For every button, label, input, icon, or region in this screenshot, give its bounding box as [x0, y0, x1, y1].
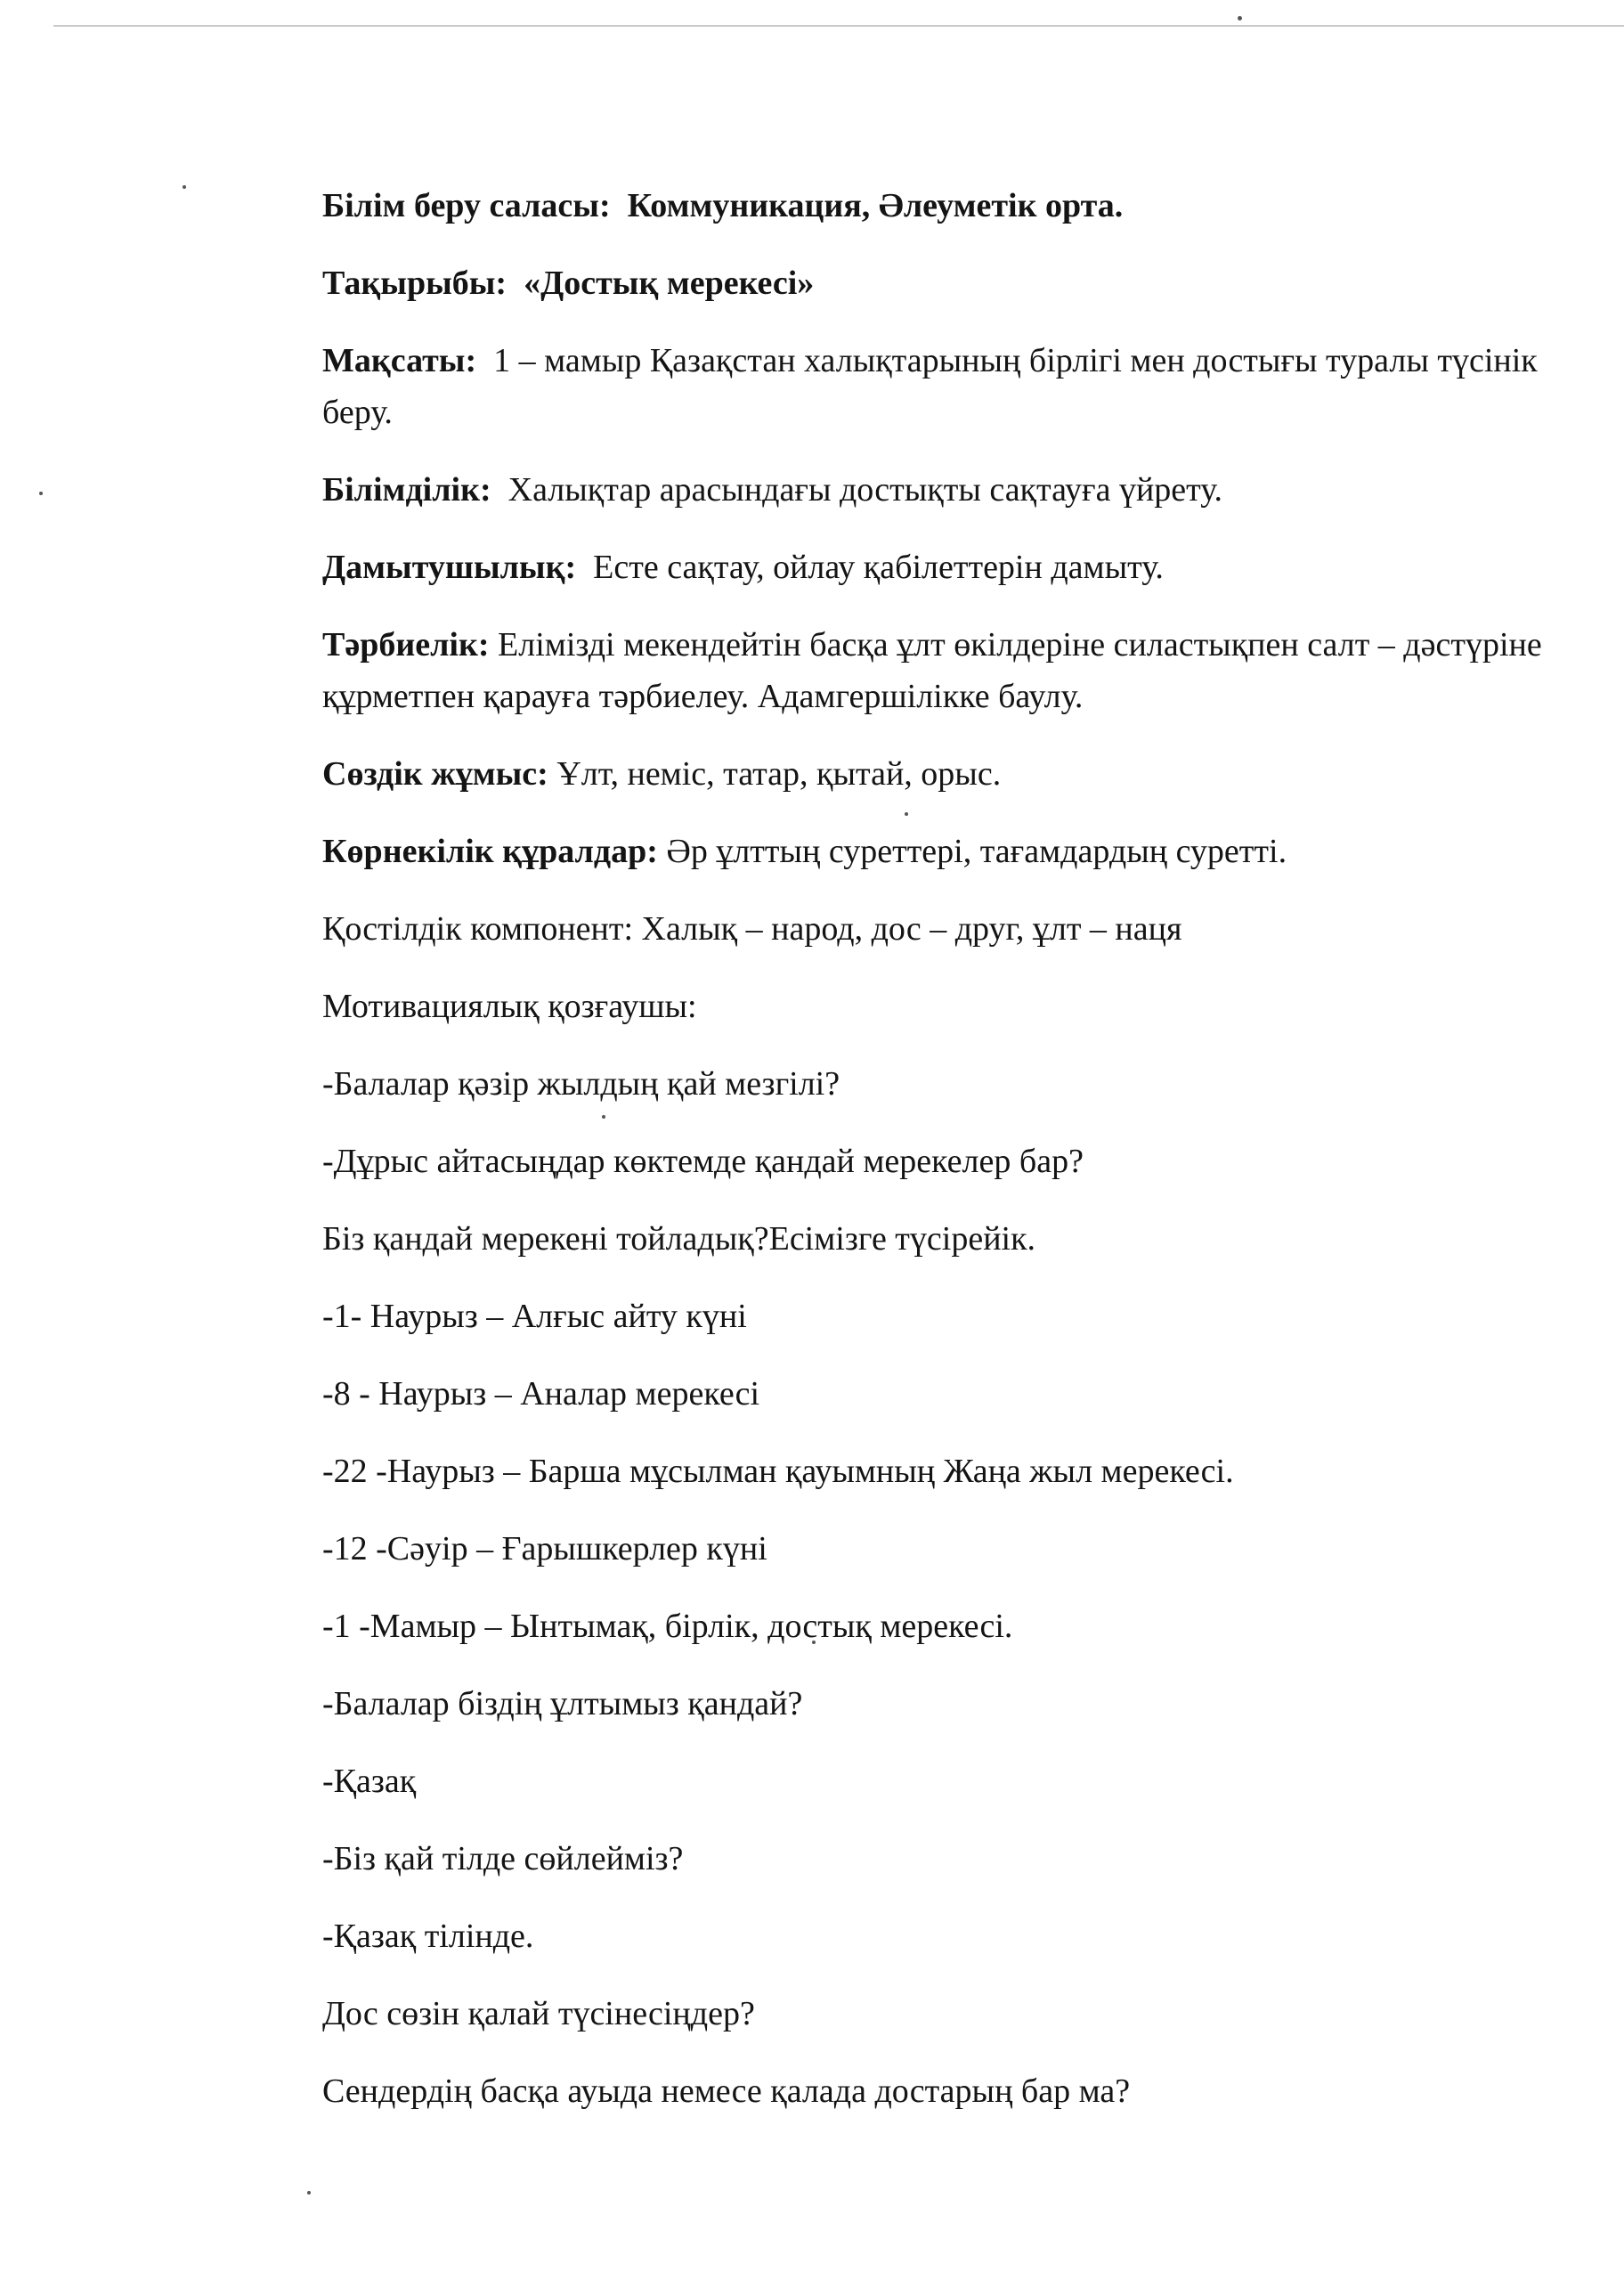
- goal-label: Мақсаты:: [322, 342, 477, 379]
- visual-aids-value: Әр ұлттың суреттері, тағамдардың суретті.: [666, 833, 1287, 870]
- scan-speck: [307, 2191, 311, 2194]
- scan-speck: [1238, 16, 1242, 20]
- header-label: Білім беру саласы:: [322, 187, 611, 224]
- holiday-item: -1 -Мамыр – Ынтымақ, бірлік, достық мерекесі.: [322, 1608, 1013, 1645]
- visual-aids-line: [322, 826, 1569, 877]
- vocabulary-label: Сөздік жұмыс:: [322, 755, 548, 793]
- document-body: [322, 180, 1569, 2143]
- dialogue-line: -Балалар қәзір жылдың қай мезгілі?: [322, 1065, 840, 1103]
- goal-value: 1 – мамыр Қазақстан халықтарының бірлігі мен достығы туралы түсінік беру.: [322, 342, 1538, 431]
- developmental-label: Дамытушылық:: [322, 549, 577, 586]
- upbringing-line: [322, 619, 1569, 722]
- scan-speck: [39, 492, 43, 495]
- dialogue-line: -Қазақ: [322, 1763, 417, 1800]
- header-value: Коммуникация, Әлеуметік орта.: [627, 187, 1124, 224]
- dialogue-line: -Біз қай тілде сөйлейміз?: [322, 1840, 684, 1877]
- dialogue-line: Біз қандай мерекені тойладық?Есімізге түсірейік.: [322, 1220, 1036, 1258]
- topic-line: [322, 257, 1569, 309]
- goal-line: [322, 335, 1569, 438]
- holiday-item: -12 -Сәуір – Ғарышкерлер күні: [322, 1530, 767, 1568]
- bilingual-line: Қостілдік компонент: Халық – народ, дос – друг, ұлт – наця: [322, 910, 1182, 948]
- upbringing-label: Тәрбиелік:: [322, 626, 490, 664]
- header-line: [322, 180, 1569, 232]
- developmental-line: [322, 542, 1569, 593]
- upbringing-value: Елімізді мекендейтін басқа ұлт өкілдеріне силастықпен салт – дәстүріне құрметпен қарауға тәрбиелеу. Адамгершілікке баулу.: [322, 626, 1542, 715]
- topic-label: Тақырыбы:: [322, 265, 508, 302]
- dialogue-line: Дос сөзін қалай түсінесіңдер?: [322, 1995, 755, 2032]
- dialogue-line: -Балалар біздің ұлтымыз қандай?: [322, 1685, 803, 1722]
- educational-value: Халықтар арасындағы достықты сақтауға үйрету.: [508, 471, 1222, 509]
- scan-speck: [183, 185, 186, 189]
- topic-value: «Достық мерекесі»: [524, 265, 815, 302]
- holiday-item: -1- Наурыз – Алғыс айту күні: [322, 1298, 747, 1335]
- vocabulary-value: Ұлт, неміс, татар, қытай, орыс.: [556, 755, 1002, 793]
- holiday-item: -8 - Наурыз – Аналар мерекесі: [322, 1375, 760, 1413]
- top-edge-line: [53, 25, 1624, 27]
- dialogue-line: -Қазақ тілінде.: [322, 1918, 534, 1955]
- dialogue-line: Сендердің басқа ауыда немесе қалада достарың бар ма?: [322, 2072, 1131, 2110]
- developmental-value: Есте сақтау, ойлау қабілеттерін дамыту.: [593, 549, 1164, 586]
- dialogue-line: -Дұрыс айтасыңдар көктемде қандай мерекелер бар?: [322, 1143, 1084, 1180]
- visual-aids-label: Көрнекілік құралдар:: [322, 833, 658, 870]
- educational-line: [322, 464, 1569, 516]
- vocabulary-line: [322, 748, 1569, 800]
- educational-label: Білімділік:: [322, 471, 491, 509]
- motivation-line: Мотивациялық қозғаушы:: [322, 988, 697, 1025]
- holiday-item: -22 -Наурыз – Барша мұсылман қауымның Жаңа жыл мерекесі.: [322, 1453, 1234, 1490]
